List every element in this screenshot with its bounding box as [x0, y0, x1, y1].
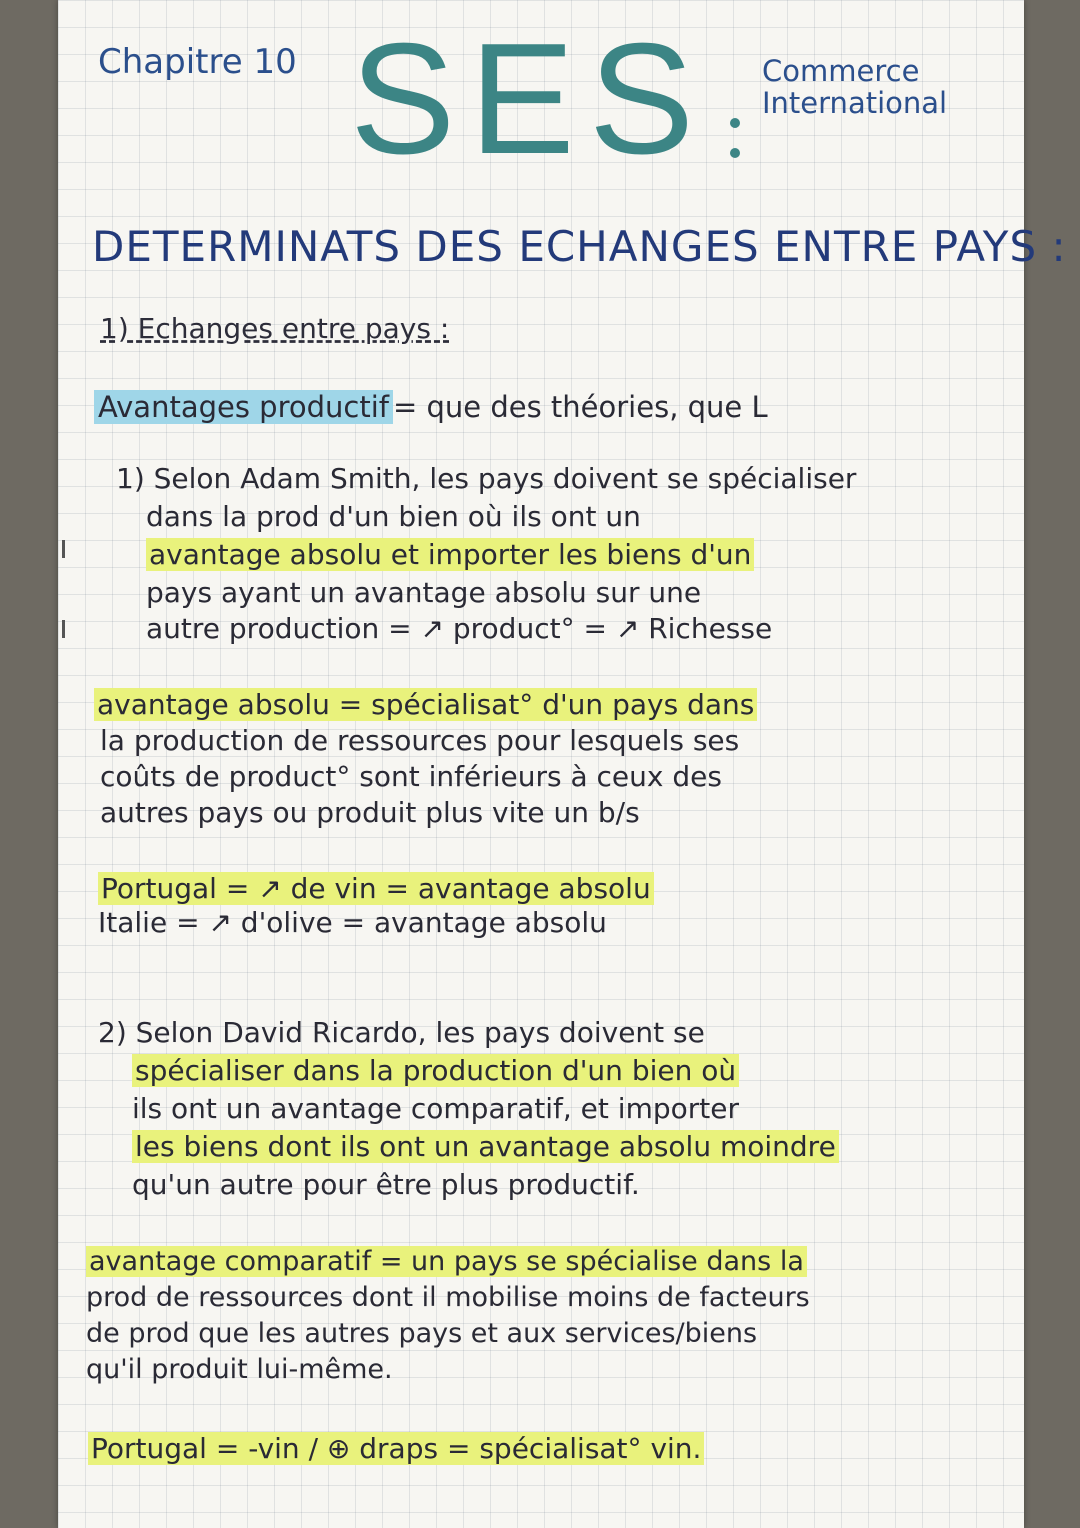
- comparative-def-line-2: prod de ressources dont il mobilise moins de facteurs: [86, 1282, 810, 1313]
- ricardo-line-3: ils ont un avantage comparatif, et importer: [132, 1092, 739, 1125]
- absolute-example-portugal: [98, 872, 654, 905]
- title-colon-dot-top: [730, 118, 740, 128]
- absolute-def-line-1: [94, 688, 757, 721]
- absolute-def-line-3: coûts de product° sont inférieurs à ceux des: [100, 760, 722, 793]
- absolute-def-line-4: autres pays ou produit plus vite un b/s: [100, 796, 640, 829]
- ricardo-line-4: [132, 1130, 839, 1163]
- ricardo-line-1: 2) Selon David Ricardo, les pays doivent se: [98, 1016, 705, 1049]
- absolute-example-italie: Italie = ↗ d'olive = avantage absolu: [98, 906, 607, 939]
- ricardo-line-4-text: les biens dont ils ont un avantage absolu moindre: [132, 1130, 839, 1163]
- comparative-def-line-1: [86, 1246, 807, 1277]
- margin-mark: [62, 540, 65, 558]
- smith-line-3-text: avantage absolu et importer les biens d'un: [146, 538, 754, 571]
- subtitle-line-2: International: [762, 86, 948, 120]
- intro-rest: = que des théories, que L: [392, 390, 768, 424]
- comparative-def-line-3: de prod que les autres pays et aux services/biens: [86, 1318, 758, 1349]
- absolute-def-line-2: la production de ressources pour lesquels ses: [100, 724, 740, 757]
- section-title: DETERMINATS DES ECHANGES ENTRE PAYS :: [92, 222, 1067, 271]
- ricardo-line-2: [132, 1054, 739, 1087]
- intro-line: [94, 390, 768, 424]
- intro-highlight: Avantages productif: [94, 390, 393, 424]
- page-title: SES: [350, 11, 709, 187]
- chapter-label: Chapitre 10: [98, 42, 297, 82]
- margin-mark: [62, 620, 65, 638]
- smith-line-5: autre production = ↗ product° = ↗ Richesse: [146, 612, 773, 645]
- comparative-example-text: Portugal = -vin / ⊕ draps = spécialisat° vin.: [88, 1432, 704, 1465]
- subsection-heading: 1) Echanges entre pays :: [100, 312, 450, 345]
- comparative-def-line-4: qu'il produit lui-même.: [86, 1354, 393, 1385]
- smith-line-2: dans la prod d'un bien où ils ont un: [146, 500, 641, 533]
- smith-line-4: pays ayant un avantage absolu sur une: [146, 576, 702, 609]
- ricardo-line-5: qu'un autre pour être plus productif.: [132, 1168, 640, 1201]
- comparative-def-line-1-text: avantage comparatif = un pays se spécialise dans la: [86, 1246, 807, 1277]
- smith-line-1: 1) Selon Adam Smith, les pays doivent se spécialiser: [116, 462, 857, 495]
- subtitle-line-1: Commerce: [762, 54, 920, 88]
- absolute-def-line-1-text: avantage absolu = spécialisat° d'un pays dans: [94, 688, 757, 721]
- notebook-page: [58, 0, 1067, 1528]
- comparative-example: [88, 1432, 704, 1465]
- absolute-example-portugal-text: Portugal = ↗ de vin = avantage absolu: [98, 872, 654, 905]
- smith-line-3: [146, 538, 754, 571]
- ricardo-line-2-text: spécialiser dans la production d'un bien où: [132, 1054, 739, 1087]
- title-colon-dot-bottom: [730, 148, 740, 158]
